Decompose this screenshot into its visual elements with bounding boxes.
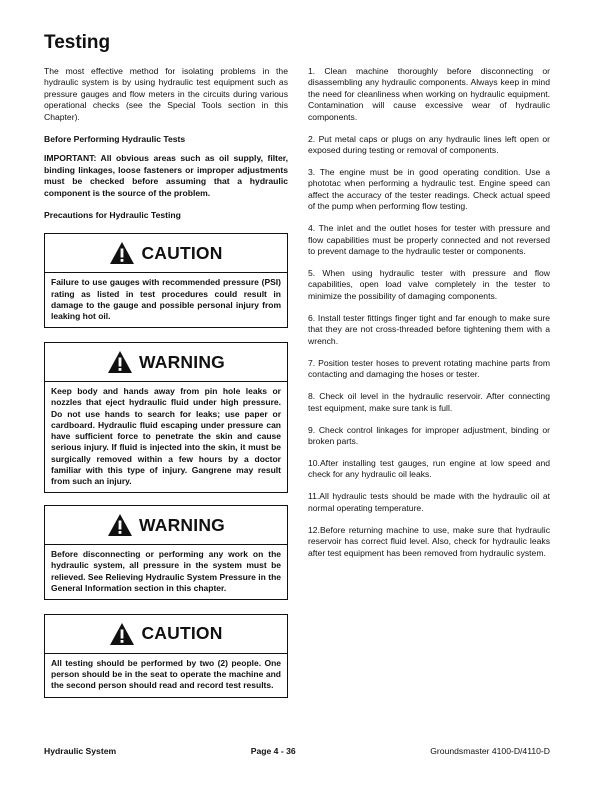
warning-text: Before disconnecting or performing any work on the hydraulic system, all pressure in the system must be relieved. See Relieving Hydraulic System Pressure in the General Information section in this chapter.	[51, 549, 281, 593]
caution-text: Failure to use gauges with recommended pressure (PSI) rating as listed in test procedures could result in damage to the gauge and possible personal injury from leaking hot oil.	[51, 277, 281, 322]
procedure-step: 7. Position tester hoses to prevent rotating machine parts from contacting and damaging the hoses or tester.	[308, 357, 550, 380]
caution-box-gauges	[44, 233, 288, 328]
procedure-step: 3. The engine must be in good operating condition. Use a phototac when performing a hydraulic test. Engine speed can affect the accuracy of the tester readings. Check actual speed of the pump when performing flow testing.	[308, 167, 550, 212]
procedure-step: 6. Install tester fittings finger tight and far enough to make sure that they are not cross-threaded before tightening them with a wrench.	[308, 312, 550, 346]
warning-triangle-icon	[107, 350, 133, 374]
page-title: Testing	[44, 32, 111, 53]
footer-page-number: Page 4 - 36	[250, 746, 296, 756]
section-heading-before-tests: Before Performing Hydraulic Tests	[44, 134, 186, 145]
footer-model: Groundsmaster 4100-D/4110-D	[430, 746, 550, 756]
right-column	[308, 66, 550, 570]
procedure-step: 11.All hydraulic tests should be made with the hydraulic oil at normal operating temperature.	[308, 491, 550, 513]
procedure-step: 1. Clean machine thoroughly before disconnecting or disassembling any hydraulic components. Always keep in mind the need for cleanliness when working on hydraulic equipment. Contamination will cause excessive wear of hydraulic components.	[308, 66, 550, 122]
caution-box-two-people	[44, 614, 288, 698]
procedure-step: 5. When using hydraulic tester with pressure and flow capabilities, open load valve completely in the tester to minimize the possibility of damaging components.	[308, 268, 550, 301]
warning-triangle-icon	[107, 513, 133, 537]
warning-header	[45, 506, 287, 545]
procedure-step: 8. Check oil level in the hydraulic reservoir. After connecting test equipment, make sure tank is full.	[308, 391, 550, 413]
procedure-step: 9. Check control linkages for improper adjustment, binding or broken parts.	[308, 424, 550, 446]
procedure-step: 2. Put metal caps or plugs on any hydraulic lines left open or exposed during testing or removal of components.	[308, 133, 550, 156]
section-heading-precautions: Precautions for Hydraulic Testing	[44, 210, 181, 221]
warning-box-pressure	[44, 505, 288, 600]
caution-label: CAUTION	[141, 623, 223, 644]
caution-header	[45, 615, 287, 654]
caution-text: All testing should be performed by two (2) people. One person should be in the seat to operate the machine and the second person should read and record test results.	[51, 657, 281, 691]
procedure-step: 4. The inlet and the outlet hoses for tester with pressure and flow capabilities must be properly connected and not reversed to prevent damage to the hydraulic tester or components.	[308, 223, 550, 257]
warning-text: Keep body and hands away from pin hole leaks or nozzles that eject hydraulic fluid under high pressure. Do not use hands to search for leaks; use paper or cardboard. Hydraulic fluid escaping under pressure can have sufficient force to penetrate the skin and cause serious injury. If fluid is injected into the skin, it must be surgically removed within a few hours by a doctor familiar with this type of injury. Gangrene may result from such an injury.	[51, 386, 281, 486]
warning-triangle-icon	[109, 241, 135, 265]
left-column	[44, 66, 288, 698]
procedure-step: 10.After installing test gauges, run engine at low speed and check for any hydraulic oil leaks.	[308, 457, 550, 480]
intro-paragraph: The most effective method for isolating problems in the hydraulic system is by using hydraulic test equipment such as pressure gauges and flow meters in the circuits during various operational checks (see the Special Tools section in this Chapter).	[44, 66, 288, 122]
warning-triangle-icon	[109, 622, 135, 646]
warning-label: WARNING	[139, 514, 225, 535]
warning-header	[45, 343, 287, 382]
footer-section: Hydraulic System	[44, 746, 117, 756]
warning-box-pinhole	[44, 342, 288, 493]
caution-header	[45, 234, 287, 273]
page-footer	[44, 746, 550, 756]
warning-label: WARNING	[139, 351, 225, 372]
important-notice: IMPORTANT: All obvious areas such as oil supply, filter, binding linkages, loose fasteners or improper adjustments must be checked before assuming that a hydraulic component is the source of the problem.	[44, 153, 288, 198]
procedure-step: 12.Before returning machine to use, make sure that hydraulic reservoir has correct fluid level. Also, check for hydraulic leaks after test equipment has been removed from hydraulic system.	[308, 524, 550, 558]
caution-label: CAUTION	[141, 242, 223, 263]
